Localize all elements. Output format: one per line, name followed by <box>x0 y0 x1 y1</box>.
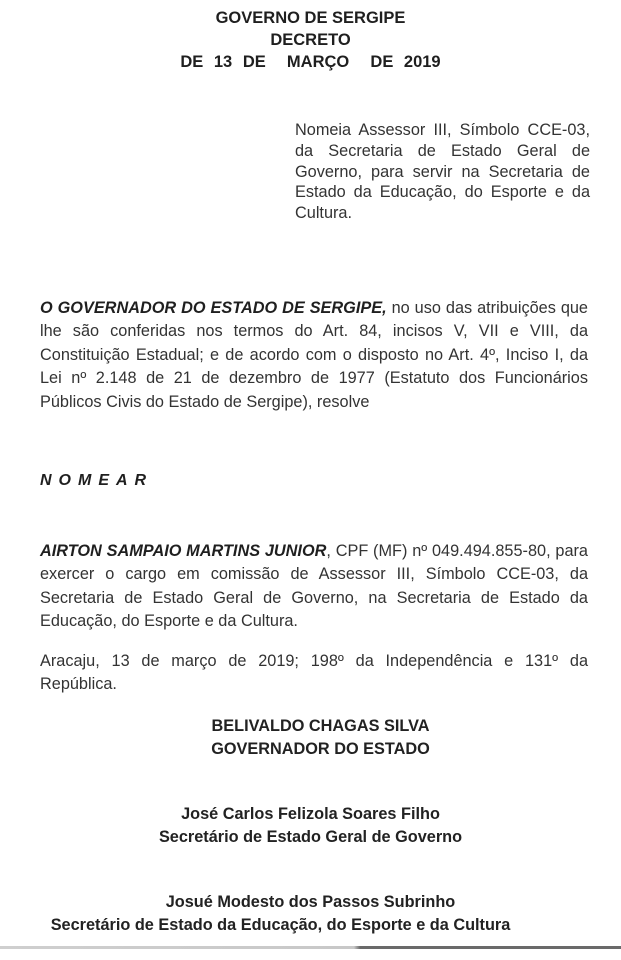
action-heading: NOMEAR <box>40 472 154 489</box>
document-type: DECRETO <box>270 31 351 49</box>
place-date: Aracaju, 13 de março de 2019; 198º da Independência e 131º da República. <box>40 652 588 694</box>
decree-header <box>0 7 621 73</box>
signatory-role: Secretário de Estado Geral de Governo <box>158 828 463 846</box>
signatory-name: José Carlos Felizola Soares Filho <box>181 805 440 823</box>
signature-secretary-government <box>0 803 621 849</box>
appointee-name: AIRTON SAMPAIO MARTINS JUNIOR <box>40 542 327 560</box>
signature-governor <box>10 715 621 761</box>
decree-date: DE 13 DE MARÇO DE 2019 <box>180 53 441 71</box>
signatory-name: BELIVALDO CHAGAS SILVA <box>211 717 430 735</box>
government-title: GOVERNO DE SERGIPE <box>215 9 406 27</box>
authority-name: O GOVERNADOR DO ESTADO DE SERGIPE, <box>40 299 387 317</box>
decree-summary: Nomeia Assessor III, Símbolo CCE-03, da Secretaria de Estado Geral de Governo, para servir na Secretaria de Estado da Educação, do Esporte e da Cultura. <box>295 121 590 223</box>
preamble-paragraph <box>40 297 588 414</box>
appointment-paragraph <box>40 540 588 634</box>
bottom-divider <box>0 946 621 949</box>
preamble-text: no uso das atribuições que lhe são conferidas nos termos do Art. 84, incisos V, VII e VIII, da Constituição Estadual; e de acordo com o disposto no Art. 4º, Inciso I, da Lei nº 2.148 de 21 de dezembro de 1977 (Estatuto dos Funcionários Públicos Civis do Estado de Sergipe), resolve <box>40 299 588 411</box>
signatory-role: Secretário de Estado da Educação, do Esporte e da Cultura <box>50 916 511 934</box>
signature-secretary-education <box>0 891 621 937</box>
appointment-text: , CPF (MF) nº 049.494.855-80, para exercer o cargo em comissão de Assessor III, Símbolo CCE-03, da Secretaria de Estado Geral de Governo, na Secretaria de Estado da Educação, do Esporte e da Cultura. <box>40 542 588 631</box>
signatory-role: GOVERNADOR DO ESTADO <box>211 740 430 758</box>
signatory-name: Josué Modesto dos Passos Subrinho <box>165 893 456 911</box>
